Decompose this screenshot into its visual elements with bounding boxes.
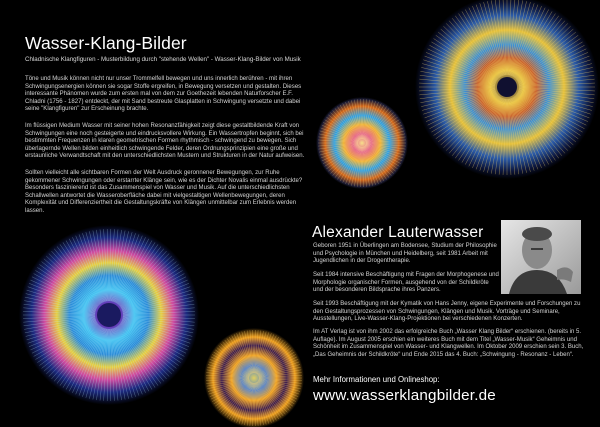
author-bio-3: Seit 1993 Beschäftigung mit der Kymatik von Hans Jenny, eigene Experimente und Forschungen zu den Gestaltungsprozessen von Schwingungen, Klängen und Musik. Vorträge und Seminare, Ausstellungen, Live-Wasser-Klang-Projektionen bei verschiedenen Konzerten.	[313, 301, 581, 323]
author-bio-1: Geboren 1951 in Überlingen am Bodensee, Studium der Philosophie und Psychologie in München und Heidelberg, seit 1981 Arbeit mit Jugendlichen in der Drogentherapie.	[313, 243, 497, 265]
intro-paragraph-2: Im flüssigen Medium Wasser mit seiner hohen Resonanzfähigkeit zeigt diese gestaltbildende Kraft von Schwingungen eine noch gesteigerte und eindrucksvollere Wirkung. Ein Wassertropfen beginnt, sich bei bestimmten Frequenzen in klaren geometrischen Formen rhythmisch - schwingend zu bewegen. Sich überlagernde Wellen bilden einheitlich schwingende Felder, deren Ordnungsprinzipien eine große und erstaunliche Verwandtschaft mit den unterschiedlichsten Mustern und Strukturen in der Natur aufweisen.	[25, 123, 305, 160]
intro-paragraph-1: Töne und Musik können nicht nur unser Trommelfell bewegen und uns innerlich berühren - mit ihren Schwingungsenergien können sie sogar Stoffe ergreifen, in Bewegung versetzen und gestalten. Dieses interessante Phänomen wurde zum ersten mal von dem zur Goethezeit lebenden Naturforscher E.F. Chladni (1756 - 1827) entdeckt, der mit Sand bestreute Glasplatten in Schwingung versetzte und dabei seine "Klangfiguren" zur Erscheinung brachte.	[25, 76, 302, 113]
bottom-left-water-sound-image	[16, 222, 202, 408]
page-subtitle: Chladnische Klangfiguren - Musterbildung durch "stehende Wellen" - Wasser-Klang-Bilder von Musik	[25, 56, 301, 63]
top-right-water-sound-image	[410, 0, 600, 182]
page-title: Wasser-Klang-Bilder	[25, 33, 187, 53]
author-name: Alexander Lauterwasser	[312, 224, 484, 241]
bottom-center-water-sound-image	[202, 326, 306, 427]
intro-paragraph-3: Sollten vielleicht alle sichtbaren Formen der Welt Ausdruck geronnener Bewegungen, zur Ruhe gekommener Schwingungen oder erstarrter Klänge sein, wie es der Dichter Novalis einmal ausdrückte? Besonders faszinierend ist das Zusammenspiel von Wasser und Musik. Auf die unterschiedlichsten Schallwellen antwortet die Wasseroberfläche dabei mit vielgestaltigen Wellenbewegungen, deren Komplexität und Differenziertheit die Gestaltungskräfte von Klängen unmittelbar zum Erlebnis werden lassen.	[25, 170, 303, 214]
author-bio-2: Seit 1984 intensive Beschäftigung mit Fragen der Morphogenese und Morphologie organischer Formen, ausgehend von der Schildkröte und der besonderen Bildsprache ihres Panzers.	[313, 272, 499, 294]
website-link[interactable]: www.wasserklangbilder.de	[313, 387, 496, 404]
center-water-sound-image	[314, 95, 410, 191]
author-bio-4: Im AT Verlag ist von ihm 2002 das erfolgreiche Buch „Wasser Klang Bilder“ erschienen. (bereits in 5. Auflage). Im August 2005 erschien ein weiteres Buch mit dem Titel „Wasser-Musik“ Geheimnis und Schönheit im Zusammenspiel von Wasser- und Klangwellen. Im Oktober 2009 erschien sein 3. Buch, „Das Geheimnis der Schildkröte“ und Ende 2015 das 4. Buch: „Schwingung - Resonanz - Leben“.	[313, 329, 584, 358]
author-portrait-photo	[501, 220, 581, 294]
more-info-label: Mehr Informationen und Onlineshop:	[313, 375, 440, 384]
